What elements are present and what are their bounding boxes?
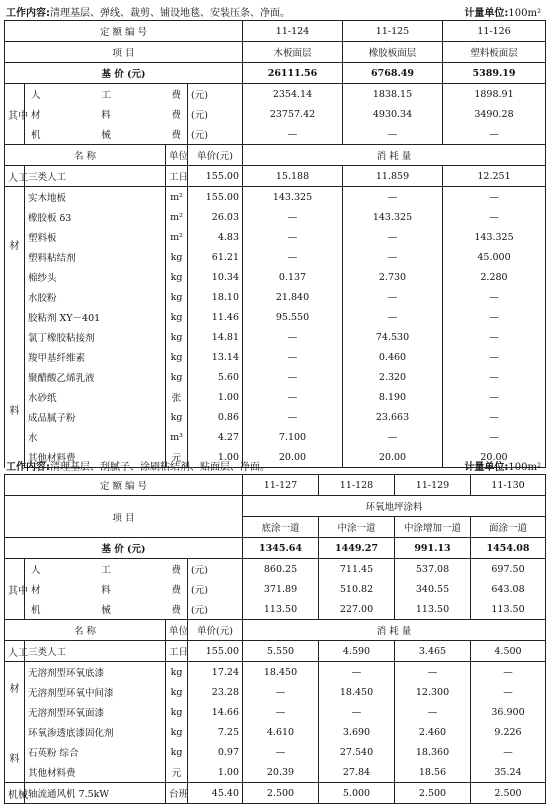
unit-value: 100m²	[508, 8, 541, 19]
col-price: 单价(元)	[188, 145, 243, 166]
row-value: 15.188	[243, 166, 343, 187]
row-price: 14.81	[188, 327, 243, 347]
row-value: 45.000	[443, 247, 546, 267]
row-price: 155.00	[188, 641, 243, 662]
row-unit: kg	[166, 407, 188, 427]
row-price: 0.97	[188, 742, 243, 762]
material-row	[5, 742, 546, 762]
col-unit: 单位	[166, 145, 188, 166]
base-price-cell: 26111.56	[243, 63, 343, 84]
material-group-top: 材	[9, 683, 20, 695]
row-unit: 元	[166, 762, 188, 783]
row-value: —	[243, 227, 343, 247]
item-cell: 中涂增加一道	[395, 517, 471, 538]
row-unit: kg	[166, 247, 188, 267]
row-name: 轴流通风机 7.5kW	[25, 783, 166, 804]
row-value: —	[443, 407, 546, 427]
row-value: —	[243, 387, 343, 407]
row-price: 155.00	[188, 187, 243, 208]
row-name: 氯丁橡胶粘接剂	[25, 327, 166, 347]
row-value: 2.460	[395, 722, 471, 742]
row-value: —	[471, 682, 546, 702]
row-unit: kg	[166, 742, 188, 762]
machine-group-label: 机械	[5, 783, 25, 804]
base-price-row	[5, 538, 546, 559]
row-price: 155.00	[188, 166, 243, 187]
row-value: 3.690	[319, 722, 395, 742]
row-value: 3.465	[395, 641, 471, 662]
row-unit: kg	[166, 722, 188, 742]
cost-row	[5, 559, 546, 580]
cost-value: 510.82	[319, 579, 395, 599]
material-group-label	[5, 187, 25, 468]
cost-row	[5, 84, 546, 105]
row-value: 35.24	[471, 762, 546, 783]
code-row	[5, 21, 546, 42]
material-row	[5, 722, 546, 742]
item-cell: 木板面层	[243, 42, 343, 63]
row-value: 0.460	[343, 347, 443, 367]
material-row	[5, 327, 546, 347]
row-value: 2.500	[243, 783, 319, 804]
material-row	[5, 387, 546, 407]
col-price: 单价(元)	[188, 620, 243, 641]
row-value: 23.663	[343, 407, 443, 427]
cost-value: 860.25	[243, 559, 319, 580]
cost-value: —	[343, 124, 443, 145]
column-header-row	[5, 620, 546, 641]
base-price-cell: 1345.64	[243, 538, 319, 559]
table2-work-content	[6, 458, 543, 474]
row-value: —	[443, 307, 546, 327]
row-value: —	[443, 387, 546, 407]
cost-value: —	[443, 124, 546, 145]
material-row	[5, 427, 546, 447]
cost-value: 3490.28	[443, 104, 546, 124]
work-content-label: 工作内容:	[6, 462, 50, 473]
row-name: 橡胶板 δ3	[25, 207, 166, 227]
row-value: 2.320	[343, 367, 443, 387]
row-value: —	[443, 367, 546, 387]
item-row	[5, 42, 546, 63]
cost-value: 643.08	[471, 579, 546, 599]
code-row	[5, 475, 546, 496]
code-cell: 11-126	[443, 21, 546, 42]
measure-unit	[464, 4, 541, 19]
row-name: 环氧渗透底漆固化剂	[25, 722, 166, 742]
base-price-row	[5, 63, 546, 84]
base-price-label: 基 价 (元)	[5, 63, 243, 84]
row-value: 18.450	[243, 662, 319, 683]
row-price: 0.86	[188, 407, 243, 427]
base-price-cell: 1454.08	[471, 538, 546, 559]
material-row	[5, 307, 546, 327]
row-unit: 元	[166, 447, 188, 468]
row-value: 2.500	[395, 783, 471, 804]
row-unit: m²	[166, 187, 188, 208]
cost-unit: (元)	[188, 559, 243, 580]
cost-row	[5, 579, 546, 599]
row-name: 实木地板	[25, 187, 166, 208]
row-unit: kg	[166, 287, 188, 307]
row-value: —	[471, 742, 546, 762]
row-name: 胶粘剂 XY－401	[25, 307, 166, 327]
group-title-row	[5, 496, 546, 517]
col-name: 名 称	[5, 620, 166, 641]
code-cell: 11-124	[243, 21, 343, 42]
row-name: 其他材料费	[25, 447, 166, 468]
row-value: —	[243, 702, 319, 722]
item-cell: 塑料板面层	[443, 42, 546, 63]
material-group-bottom: 料	[9, 753, 20, 765]
row-value: 5.000	[319, 783, 395, 804]
row-unit: 张	[166, 387, 188, 407]
material-row	[5, 207, 546, 227]
row-value: 27.84	[319, 762, 395, 783]
row-value: 2.500	[471, 783, 546, 804]
row-value: 7.100	[243, 427, 343, 447]
material-row	[5, 227, 546, 247]
code-cell: 11-127	[243, 475, 319, 496]
cost-value: 23757.42	[243, 104, 343, 124]
row-value: —	[343, 187, 443, 208]
row-unit: kg	[166, 367, 188, 387]
row-value: —	[243, 207, 343, 227]
cost-value: 113.50	[471, 599, 546, 620]
labor-group-label: 人工	[5, 641, 25, 662]
work-content-text: 清理基层、弹线、裁剪、铺设地毯、安装压条、净面。	[50, 8, 290, 19]
material-row	[5, 662, 546, 683]
row-unit: kg	[166, 702, 188, 722]
row-unit: kg	[166, 662, 188, 683]
row-value: 143.325	[243, 187, 343, 208]
group-title: 环氧地坪涂料	[243, 496, 546, 517]
row-value: 21.840	[243, 287, 343, 307]
material-row	[5, 347, 546, 367]
code-label: 定 额 编 号	[5, 21, 243, 42]
item-cell: 底涂一道	[243, 517, 319, 538]
row-unit: 工日	[166, 166, 188, 187]
material-row	[5, 367, 546, 387]
row-value: —	[243, 407, 343, 427]
cost-value: 227.00	[319, 599, 395, 620]
row-price: 4.83	[188, 227, 243, 247]
row-value: 20.39	[243, 762, 319, 783]
material-group-label	[5, 662, 25, 783]
cost-value: 711.45	[319, 559, 395, 580]
cost-name: 人工费	[25, 559, 188, 580]
row-unit: m²	[166, 207, 188, 227]
row-value: —	[243, 742, 319, 762]
cost-name: 人工费	[25, 84, 188, 105]
measure-unit	[464, 458, 541, 473]
row-value: —	[319, 702, 395, 722]
base-price-cell: 5389.19	[443, 63, 546, 84]
row-value: 8.190	[343, 387, 443, 407]
material-row	[5, 702, 546, 722]
material-group-top: 材	[9, 241, 20, 253]
material-row	[5, 187, 546, 208]
row-price: 5.60	[188, 367, 243, 387]
row-name: 塑料粘结剂	[25, 247, 166, 267]
row-price: 7.25	[188, 722, 243, 742]
material-row	[5, 762, 546, 783]
base-price-cell: 1449.27	[319, 538, 395, 559]
labor-row	[5, 641, 546, 662]
labor-row	[5, 166, 546, 187]
cost-value: 537.08	[395, 559, 471, 580]
cost-row	[5, 104, 546, 124]
material-row	[5, 247, 546, 267]
row-name: 无溶剂型环氧底漆	[25, 662, 166, 683]
code-cell: 11-128	[319, 475, 395, 496]
cost-value: —	[243, 124, 343, 145]
row-price: 4.27	[188, 427, 243, 447]
unit-label: 计量单位:	[464, 462, 509, 473]
row-value: 0.137	[243, 267, 343, 287]
row-name: 成品腻子粉	[25, 407, 166, 427]
row-unit: kg	[166, 682, 188, 702]
row-value: —	[443, 287, 546, 307]
work-content-label: 工作内容:	[6, 8, 50, 19]
row-value: 18.450	[319, 682, 395, 702]
row-name: 羧甲基纤维素	[25, 347, 166, 367]
row-name: 水	[25, 427, 166, 447]
row-name: 水胶粉	[25, 287, 166, 307]
row-unit: 工日	[166, 641, 188, 662]
row-price: 10.34	[188, 267, 243, 287]
row-value: 12.251	[443, 166, 546, 187]
row-value: —	[319, 662, 395, 683]
quota-table-2	[4, 474, 546, 804]
cost-value: 340.55	[395, 579, 471, 599]
cost-name: 机械费	[25, 599, 188, 620]
col-consume: 消 耗 量	[243, 620, 546, 641]
row-value: —	[343, 287, 443, 307]
cost-value: 1898.91	[443, 84, 546, 105]
row-price: 45.40	[188, 783, 243, 804]
labor-group-label: 人工	[5, 166, 25, 187]
unit-value: 100m²	[508, 462, 541, 473]
work-content-text: 清理基层、刮腻子、涂刷粘结剂、贴面层、净面。	[50, 462, 270, 473]
row-value: 2.730	[343, 267, 443, 287]
row-value: 143.325	[343, 207, 443, 227]
material-row	[5, 287, 546, 307]
row-value: —	[395, 702, 471, 722]
row-name: 三类人工	[25, 641, 166, 662]
row-name: 塑料板	[25, 227, 166, 247]
col-name: 名 称	[5, 145, 166, 166]
row-value: 9.226	[471, 722, 546, 742]
material-row	[5, 682, 546, 702]
cost-row	[5, 124, 546, 145]
row-value: —	[243, 682, 319, 702]
row-value: 95.550	[243, 307, 343, 327]
cost-value: 1838.15	[343, 84, 443, 105]
row-price: 1.00	[188, 762, 243, 783]
row-unit: kg	[166, 347, 188, 367]
row-unit: kg	[166, 267, 188, 287]
row-value: —	[243, 247, 343, 267]
code-cell: 11-130	[471, 475, 546, 496]
row-value: 74.530	[343, 327, 443, 347]
row-value: 27.540	[319, 742, 395, 762]
row-value: 143.325	[443, 227, 546, 247]
row-value: 11.859	[343, 166, 443, 187]
row-unit: kg	[166, 307, 188, 327]
cost-row	[5, 599, 546, 620]
cost-unit: (元)	[188, 84, 243, 105]
quota-table-1	[4, 20, 546, 468]
row-name: 其他材料费	[25, 762, 166, 783]
row-value: —	[243, 367, 343, 387]
cost-name: 材料费	[25, 104, 188, 124]
cost-name: 材料费	[25, 579, 188, 599]
item-label: 项 目	[5, 496, 243, 538]
row-unit: m³	[166, 427, 188, 447]
row-name: 三类人工	[25, 166, 166, 187]
column-header-row	[5, 145, 546, 166]
row-value: 20.00	[243, 447, 343, 468]
row-value: —	[443, 427, 546, 447]
item-cell: 中涂一道	[319, 517, 395, 538]
row-value: 4.610	[243, 722, 319, 742]
row-price: 17.24	[188, 662, 243, 683]
row-name: 无溶剂型环氧面漆	[25, 702, 166, 722]
row-value: 36.900	[471, 702, 546, 722]
row-price: 1.00	[188, 447, 243, 468]
cost-value: 371.89	[243, 579, 319, 599]
item-label: 项 目	[5, 42, 243, 63]
row-value: —	[395, 662, 471, 683]
row-value: —	[243, 327, 343, 347]
row-unit: m²	[166, 227, 188, 247]
row-value: 18.360	[395, 742, 471, 762]
row-name: 水砂纸	[25, 387, 166, 407]
code-cell: 11-125	[343, 21, 443, 42]
row-name: 棉纱头	[25, 267, 166, 287]
row-price: 14.66	[188, 702, 243, 722]
row-value: 4.500	[471, 641, 546, 662]
row-value: 18.56	[395, 762, 471, 783]
row-value: —	[343, 227, 443, 247]
code-label: 定 额 编 号	[5, 475, 243, 496]
material-group-bottom: 料	[9, 406, 20, 418]
cost-value: 113.50	[395, 599, 471, 620]
row-price: 23.28	[188, 682, 243, 702]
row-value: 20.00	[343, 447, 443, 468]
row-value: —	[343, 247, 443, 267]
unit-label: 计量单位:	[464, 8, 509, 19]
cost-unit: (元)	[188, 124, 243, 145]
row-price: 13.14	[188, 347, 243, 367]
row-value: —	[471, 662, 546, 683]
row-value: —	[443, 187, 546, 208]
row-value: —	[243, 347, 343, 367]
row-price: 26.03	[188, 207, 243, 227]
row-value: 5.550	[243, 641, 319, 662]
row-value: —	[343, 307, 443, 327]
qizhong-group-label: 其中	[5, 559, 25, 620]
row-unit: kg	[166, 327, 188, 347]
item-cell: 面涂一道	[471, 517, 546, 538]
cost-value: 113.50	[243, 599, 319, 620]
row-value: 2.280	[443, 267, 546, 287]
item-cell: 橡胶板面层	[343, 42, 443, 63]
row-value: —	[443, 327, 546, 347]
row-value: —	[443, 347, 546, 367]
base-price-cell: 991.13	[395, 538, 471, 559]
material-row	[5, 267, 546, 287]
row-unit: 台班	[166, 783, 188, 804]
col-unit: 单位	[166, 620, 188, 641]
code-cell: 11-129	[395, 475, 471, 496]
row-value: —	[443, 207, 546, 227]
row-price: 11.46	[188, 307, 243, 327]
qizhong-group-label: 其中	[5, 84, 25, 145]
cost-value: 697.50	[471, 559, 546, 580]
row-value: 12.300	[395, 682, 471, 702]
cost-unit: (元)	[188, 579, 243, 599]
row-name: 聚醋酸乙烯乳液	[25, 367, 166, 387]
cost-unit: (元)	[188, 104, 243, 124]
cost-value: 4930.34	[343, 104, 443, 124]
row-price: 1.00	[188, 387, 243, 407]
row-value: 20.00	[443, 447, 546, 468]
col-consume: 消 耗 量	[243, 145, 546, 166]
base-price-label: 基 价 (元)	[5, 538, 243, 559]
material-row	[5, 407, 546, 427]
row-name: 无溶剂型环氧中间漆	[25, 682, 166, 702]
base-price-cell: 6768.49	[343, 63, 443, 84]
cost-name: 机械费	[25, 124, 188, 145]
row-value: 4.590	[319, 641, 395, 662]
row-price: 18.10	[188, 287, 243, 307]
row-name: 石英粉 综合	[25, 742, 166, 762]
cost-unit: (元)	[188, 599, 243, 620]
row-value: —	[343, 427, 443, 447]
cost-value: 2354.14	[243, 84, 343, 105]
row-price: 61.21	[188, 247, 243, 267]
table1-work-content	[6, 4, 543, 20]
machine-row	[5, 783, 546, 804]
